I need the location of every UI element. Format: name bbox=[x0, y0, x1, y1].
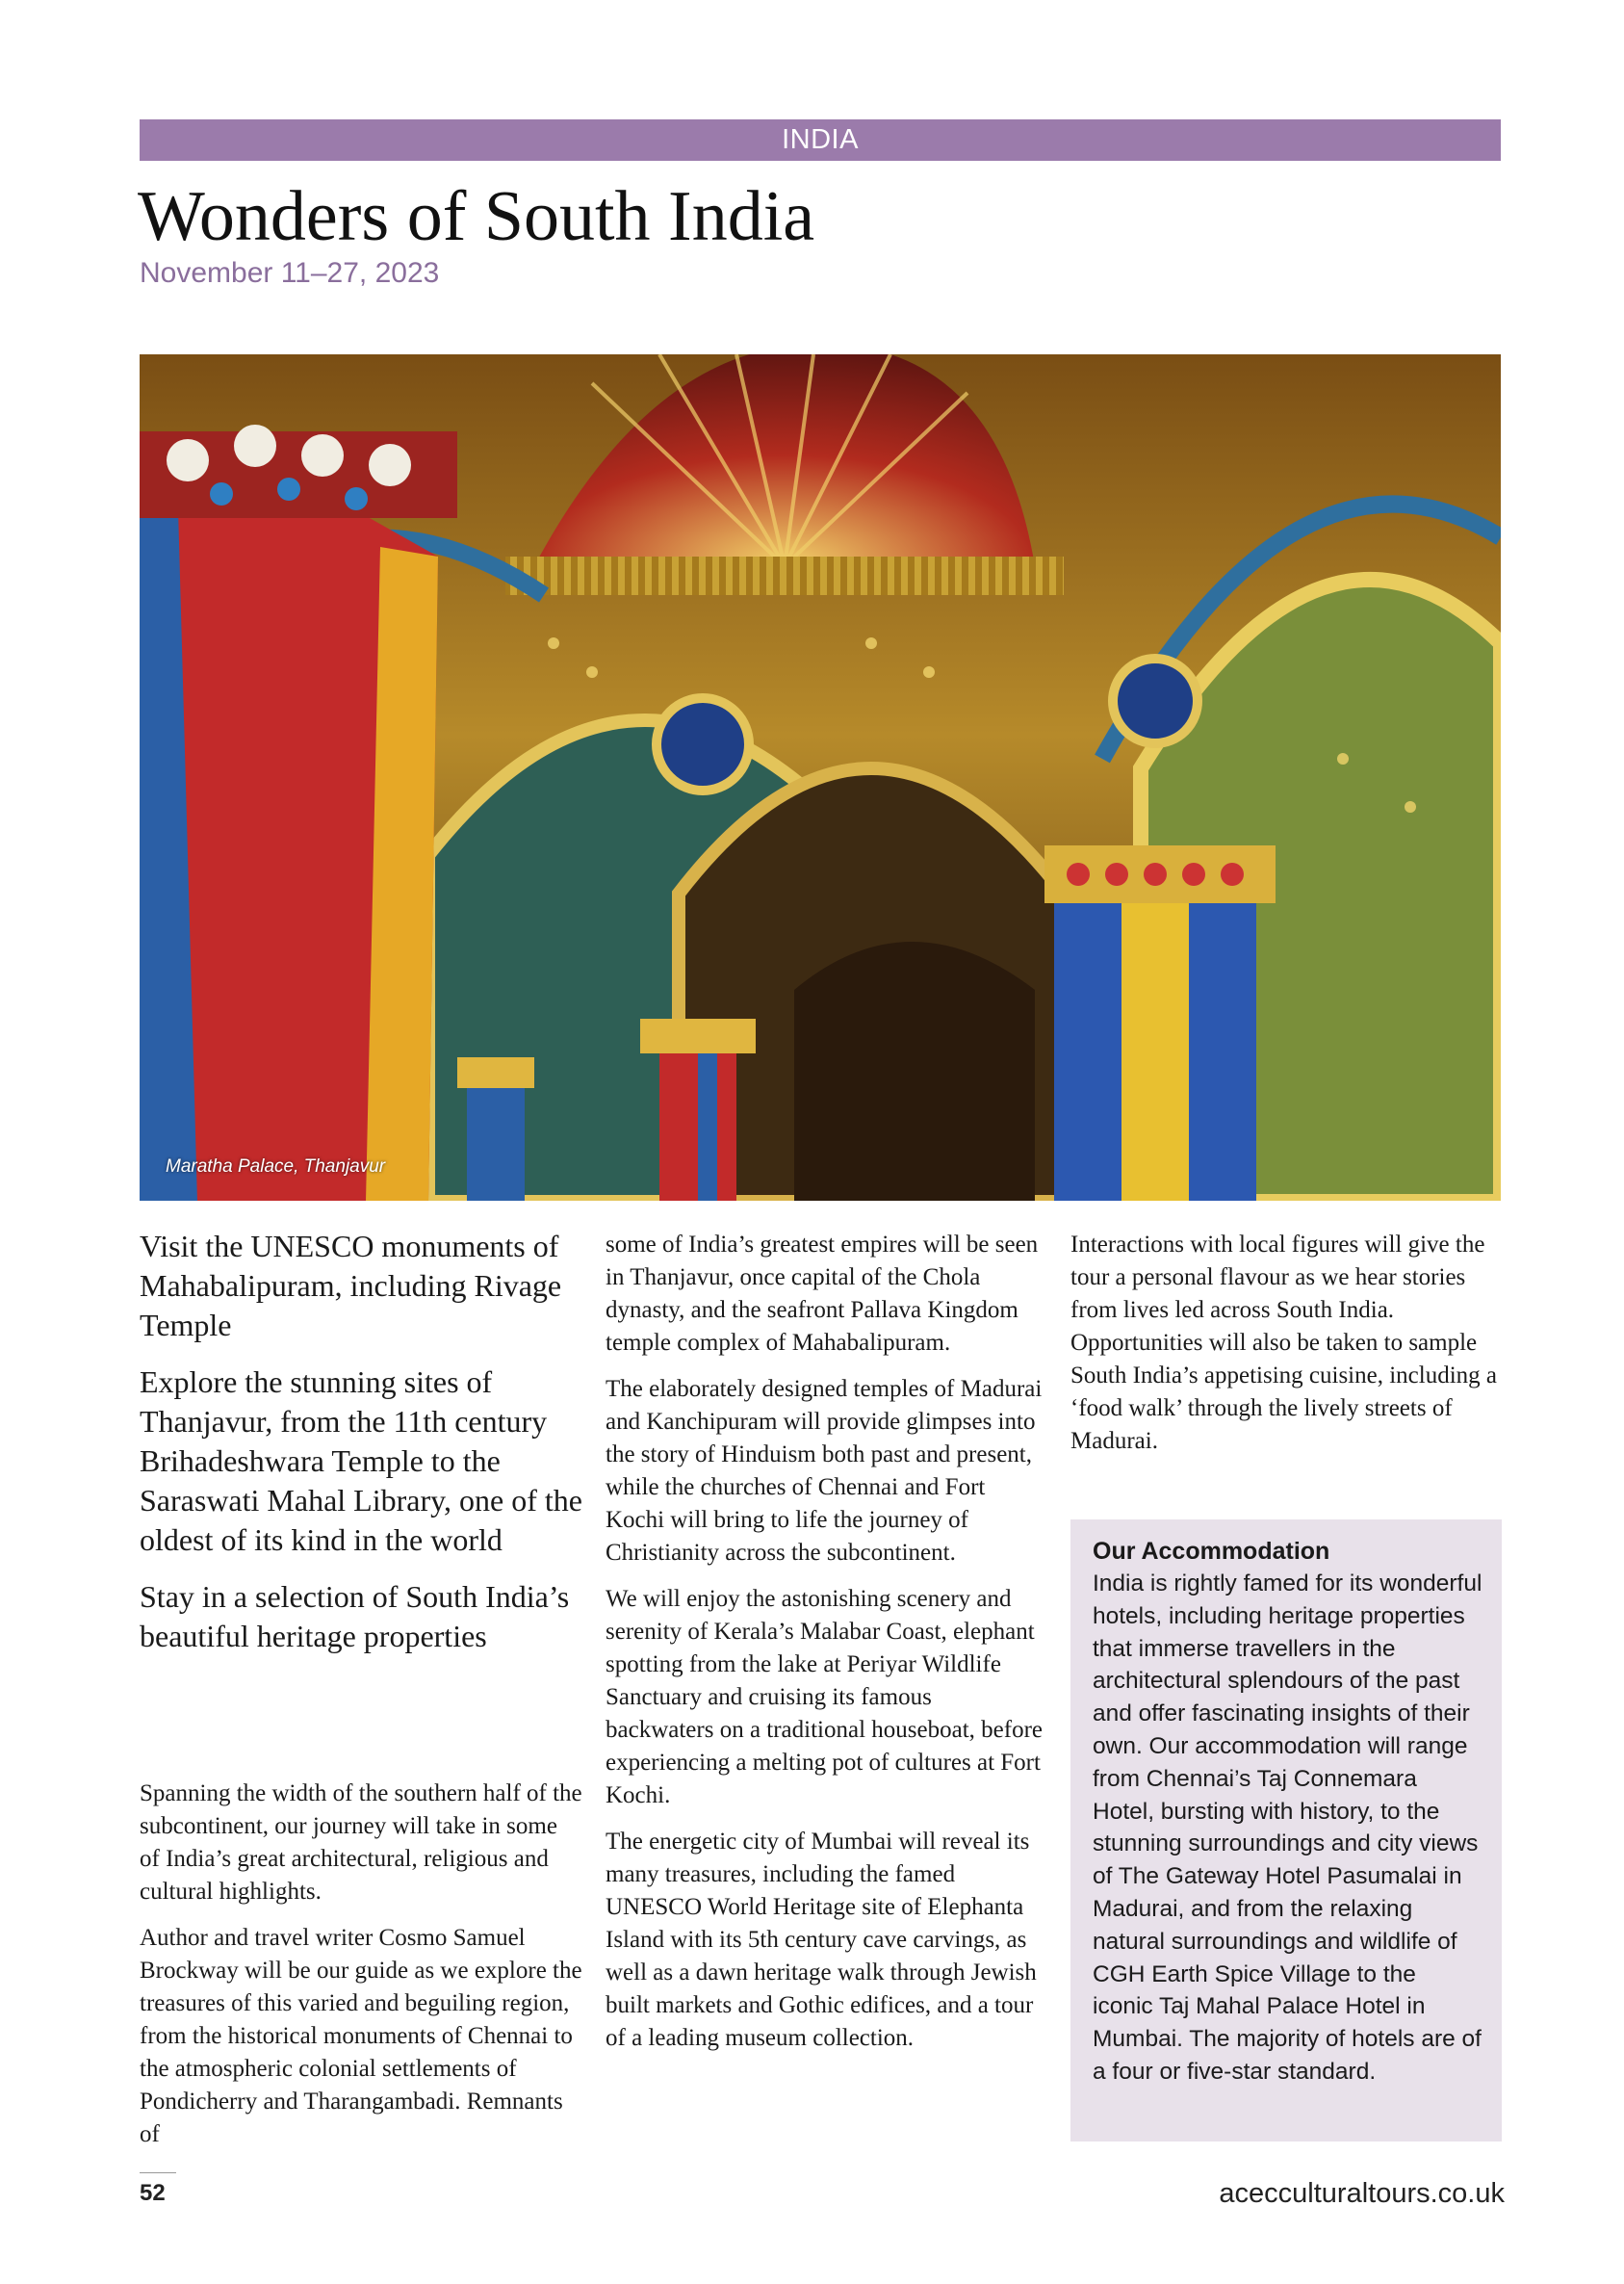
highlights-list bbox=[140, 1227, 582, 1674]
body-paragraph: some of India’s greatest empires will be seen in Thanjavur, once capital of the Chola dynasty, and the seafront Pallava Kingdom temple complex of Mahabalipuram. bbox=[606, 1232, 1039, 1356]
body-column-1 bbox=[140, 1778, 582, 2165]
page-number: 52 bbox=[140, 2180, 166, 2206]
accommodation-box bbox=[1070, 1519, 1502, 2141]
tour-dates: November 11–27, 2023 bbox=[140, 257, 440, 289]
footer-rule bbox=[140, 2172, 176, 2173]
accommodation-heading: Our Accommodation bbox=[1093, 1538, 1330, 1565]
body-column-3 bbox=[1070, 1229, 1508, 1471]
website-link[interactable]: acecculturaltours.co.uk bbox=[1219, 2178, 1505, 2209]
body-column-2 bbox=[606, 1229, 1044, 2068]
body-paragraph: Author and travel writer Cosmo Samuel Brockway will be our guide as we explore the treasures of this varied and beguiling region, from the historical monuments of Chennai to the atmospheric colonial settlements of Pondicherry and Tharangambadi. Remnants of bbox=[140, 1925, 582, 2147]
highlight-item: Stay in a selection of South India’s beautiful heritage properties bbox=[140, 1579, 570, 1653]
body-paragraph: Spanning the width of the southern half of the subcontinent, our journey will take in some of India’s great architectural, religious and cultural highlights. bbox=[140, 1780, 582, 1905]
highlight-item: Explore the stunning sites of Thanjavur, from the 11th century Brihadeshwara Temple to the Saraswati Mahal Library, one of the oldest of its kind in the world bbox=[140, 1364, 582, 1557]
body-paragraph: We will enjoy the astonishing scenery and serenity of Kerala’s Malabar Coast, elephant spotting from the lake at Periyar Wildlife Sanctuary and cruising its famous backwaters on a traditional houseboat, before experiencing a melting pot of cultures at Fort Kochi. bbox=[606, 1586, 1043, 1808]
accommodation-text: India is rightly famed for its wonderful hotels, including heritage properties that immerse travellers in the architectural splendours of the past and offer fascinating insights of their own. Our accommodation will range from Chennai’s Taj Connemara Hotel, bursting with history, to the stunning surroundings and city views of The Gateway Hotel Pasumalai in Madurai, and from the relaxing natural surroundings and wildlife of CGH Earth Spice Village to the iconic Taj Mahal Palace Hotel in Mumbai. The majority of hotels are of a four or five-star standard. bbox=[1093, 1570, 1482, 2085]
page-title: Wonders of South India bbox=[138, 177, 815, 256]
body-paragraph: Interactions with local figures will give the tour a personal flavour as we hear stories from lives led across South India. Opportunities will also be taken to sample South India’s appetising cuisine, including a ‘food walk’ through the lively streets of Madurai. bbox=[1070, 1232, 1497, 1454]
hero-photo bbox=[140, 354, 1501, 1201]
body-paragraph: The energetic city of Mumbai will reveal its many treasures, including the famed UNESCO World Heritage site of Elephanta Island with its 5th century cave carvings, as well as a dawn heritage walk through Jewish built markets and Gothic edifices, and a tour of a leading museum collection. bbox=[606, 1829, 1037, 2051]
highlight-item: Visit the UNESCO monuments of Mahabalipuram, including Rivage Temple bbox=[140, 1229, 562, 1342]
palace-interior-illustration bbox=[140, 354, 1501, 1201]
region-banner: INDIA bbox=[140, 119, 1501, 161]
photo-caption: Maratha Palace, Thanjavur bbox=[166, 1156, 386, 1177]
body-paragraph: The elaborately designed temples of Madurai and Kanchipuram will provide glimpses into the story of Hinduism both past and present, while the churches of Chennai and Fort Kochi will bring to life the journey of Christianity across the subcontinent. bbox=[606, 1376, 1043, 1566]
